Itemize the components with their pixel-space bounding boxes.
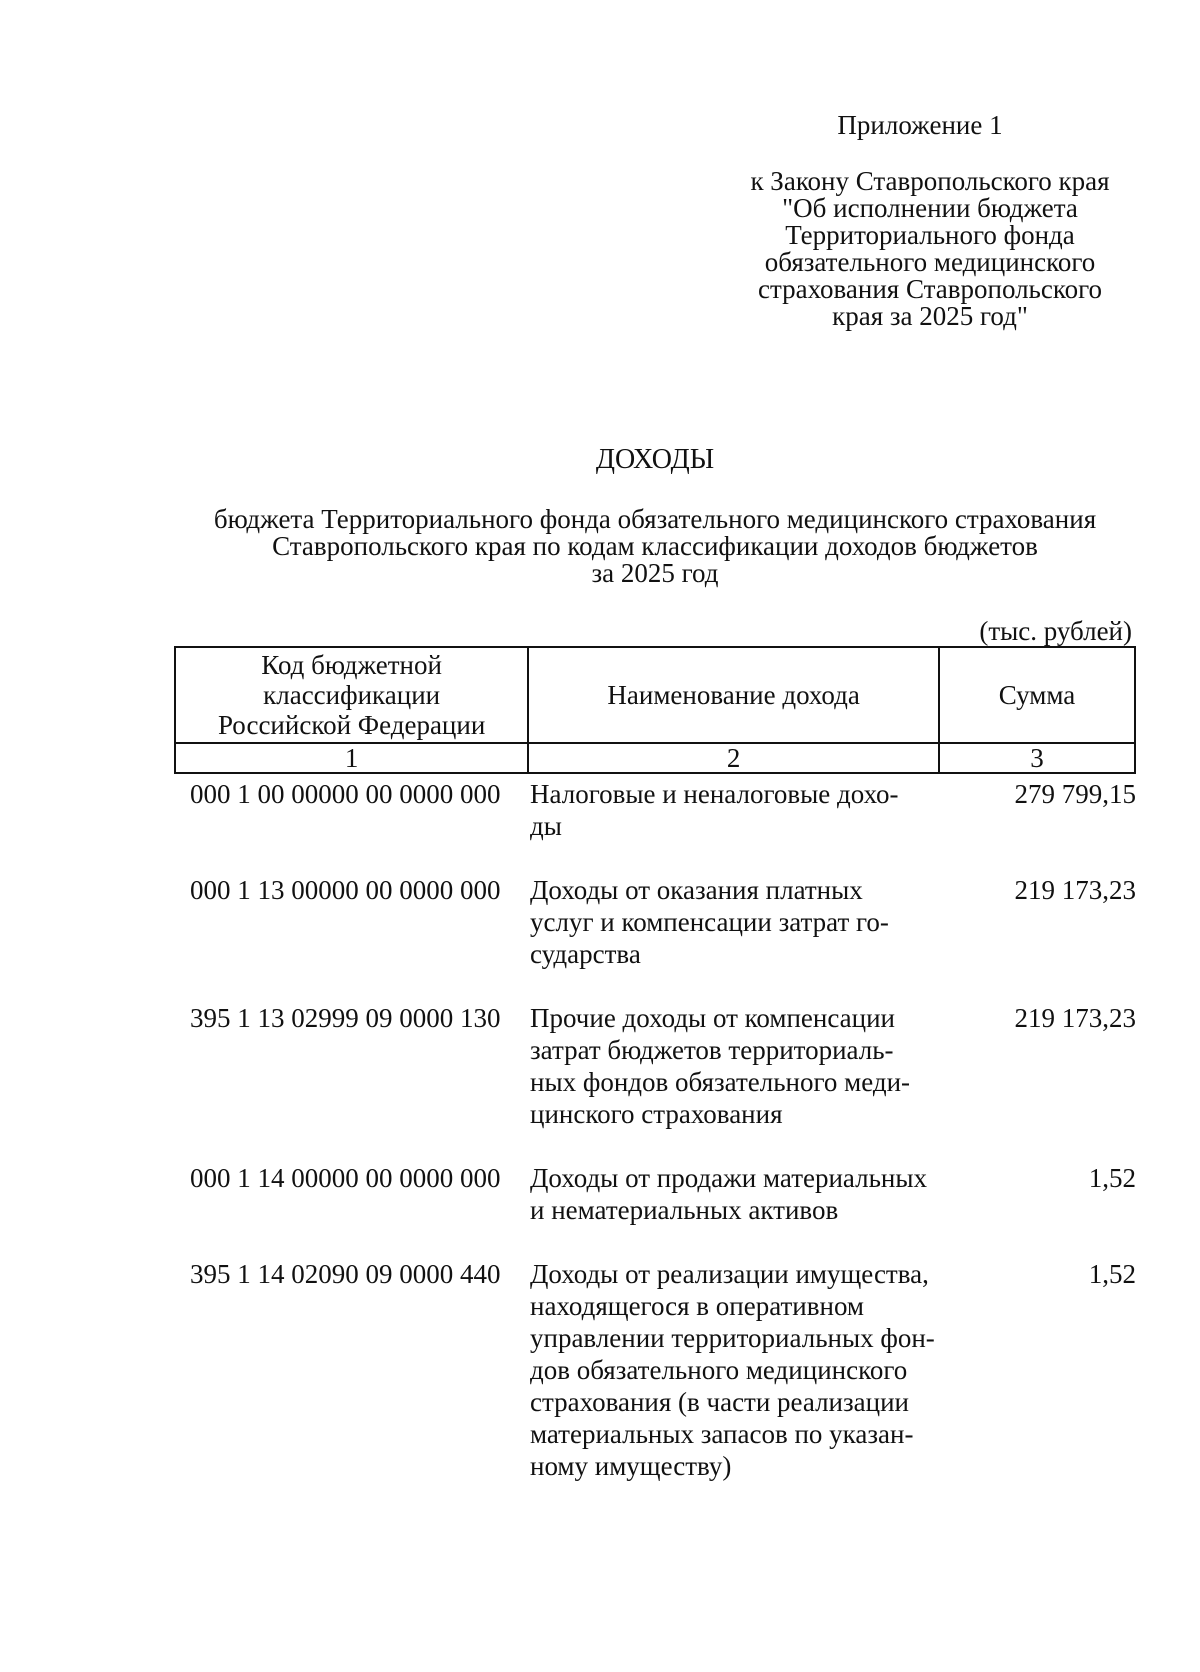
income-name-line: Прочие доходы от компенсации xyxy=(530,1003,895,1033)
header-code xyxy=(175,647,528,743)
table-row xyxy=(174,1258,1136,1482)
income-name-line: ному имуществу) xyxy=(530,1451,732,1481)
income-name-line: Доходы от продажи материальных xyxy=(530,1163,928,1193)
annex-line: Территориального фонда xyxy=(785,220,1075,250)
income-name xyxy=(530,1162,941,1226)
income-name-line: Налоговые и неналоговые дохо- xyxy=(530,779,899,809)
income-name xyxy=(530,778,941,842)
column-number-row xyxy=(175,743,1135,773)
subtitle-line: за 2025 год xyxy=(591,558,719,588)
income-name xyxy=(530,874,941,970)
document-title: ДОХОДЫ xyxy=(595,444,715,475)
income-name-line: управлении территориальных фон- xyxy=(530,1323,935,1353)
budget-code: 000 1 00 00000 00 0000 000 xyxy=(190,779,501,809)
annex-title: Приложение 1 xyxy=(837,110,1003,140)
income-sum: 279 799,15 xyxy=(1014,779,1136,809)
income-name-line: услуг и компенсации затрат го- xyxy=(530,907,889,937)
income-name-line: затрат бюджетов территориаль- xyxy=(530,1035,894,1065)
income-name-line: дов обязательного медицинского xyxy=(530,1355,908,1385)
income-table-body xyxy=(174,778,1136,1514)
budget-code: 000 1 14 00000 00 0000 000 xyxy=(190,1163,501,1193)
annex-line: обязательного медицинского xyxy=(764,247,1096,277)
income-name-line: сударства xyxy=(530,939,641,969)
header-code-line: классификации xyxy=(263,680,441,710)
header-row xyxy=(175,647,1135,743)
budget-code: 395 1 13 02999 09 0000 130 xyxy=(190,1003,501,1033)
budget-code: 395 1 14 02090 09 0000 440 xyxy=(190,1259,501,1289)
column-number: 3 xyxy=(939,743,1135,773)
annex-line: края за 2025 год" xyxy=(832,301,1028,331)
income-name-line: страхования (в части реализации xyxy=(530,1387,910,1417)
header-name: Наименование дохода xyxy=(528,647,939,743)
income-name-line: цинского страхования xyxy=(530,1099,783,1129)
annex-line: к Закону Ставропольского края xyxy=(750,166,1110,196)
income-sum: 1,52 xyxy=(1088,1163,1136,1193)
units-label: (тыс. рублей) xyxy=(979,616,1132,646)
income-name-line: и нематериальных активов xyxy=(530,1195,839,1225)
income-name-line: Доходы от оказания платных xyxy=(530,875,863,905)
annex-line: страхования Ставропольского xyxy=(757,274,1103,304)
income-sum: 219 173,23 xyxy=(1014,875,1136,905)
income-name-line: ных фондов обязательного меди- xyxy=(530,1067,911,1097)
subtitle-line: бюджета Территориального фонда обязательного медицинского страхования xyxy=(213,504,1097,534)
table-row xyxy=(174,1162,1136,1226)
table-row xyxy=(174,778,1136,842)
header-code-line: Российской Федерации xyxy=(217,710,486,740)
income-table-header xyxy=(174,646,1136,774)
column-number: 1 xyxy=(175,743,528,773)
income-name-line: Доходы от реализации имущества, xyxy=(530,1259,929,1289)
income-sum: 219 173,23 xyxy=(1014,1003,1136,1033)
header-sum: Сумма xyxy=(939,647,1135,743)
budget-code: 000 1 13 00000 00 0000 000 xyxy=(190,875,501,905)
annex-line: "Об исполнении бюджета xyxy=(782,193,1078,223)
income-name xyxy=(530,1258,941,1482)
income-name xyxy=(530,1002,941,1130)
income-sum: 1,52 xyxy=(1088,1259,1136,1289)
column-number: 2 xyxy=(528,743,939,773)
annex-reference xyxy=(730,168,1130,330)
income-name-line: находящегося в оперативном xyxy=(530,1291,865,1321)
subtitle-line: Ставропольского края по кодам классификации доходов бюджетов xyxy=(272,531,1038,561)
income-name-line: ды xyxy=(530,811,562,841)
table-row xyxy=(174,1002,1136,1130)
income-name-line: материальных запасов по указан- xyxy=(530,1419,914,1449)
document-subtitle xyxy=(0,506,1200,587)
header-code-line: Код бюджетной xyxy=(261,650,442,680)
table-row xyxy=(174,874,1136,970)
